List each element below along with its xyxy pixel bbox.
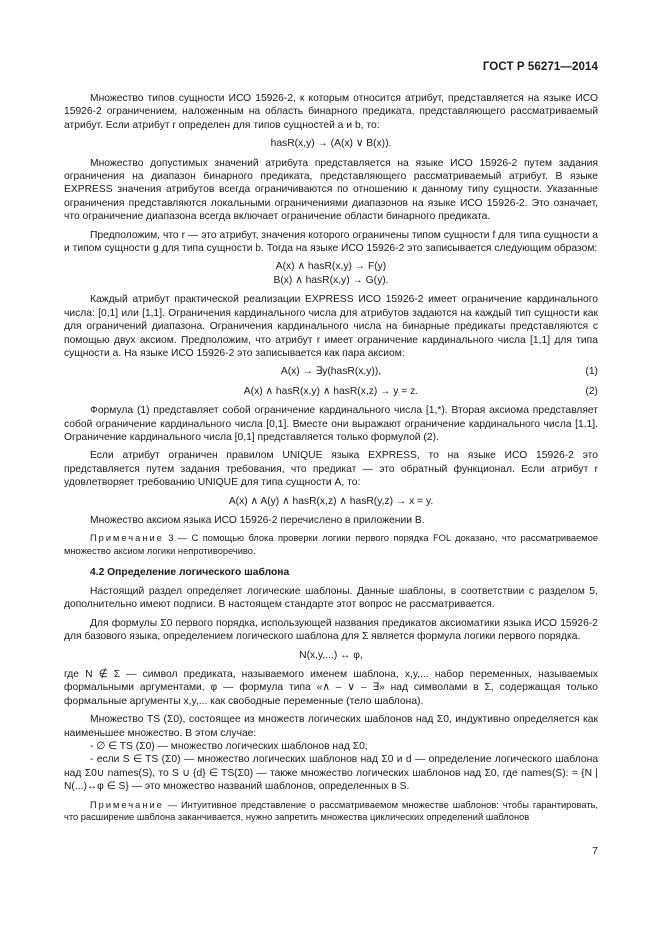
section-heading-4-2: 4.2 Определение логического шаблона (90, 566, 290, 578)
paragraph-where: где N ∉ Σ — символ предиката, называемого именем шаблона, x,y,... набор переменных, называемых формальными аргументами, φ — формула типа «∧ – ∨ – ∃» над символами в Σ, содержащая только формальные аргументы x,y,... как свободные переменные (тело шаблона). (64, 669, 598, 707)
list-item-empty-set: - ∅ ∈ TS (Σ0) — множество логических шаблонов над Σ0; (90, 741, 368, 753)
paragraph-assumption: Предположим, что r — это атрибут, значения которого ограничены типом сущности f для типа сущности a и типом сущности g для типа сущности b. Тогда на языке ИСО 15926-2 это записывается следующим образом: (64, 229, 598, 255)
paragraph-formula-explanation: Формула (1) представляет собой ограничение кардинального числа [1,*). Вторая аксиома представляет собой ограничение кардинального числа [0,1]. Вместе они выражают ограничение кардинального числа [1,1]. Ограничение кардинального числа [0,1] представляется только формулой (2). (64, 405, 598, 443)
formula-range-a: A(x) ∧ hasR(x,y) → F(y) (275, 261, 387, 273)
paragraph-templates-intro: Настоящий раздел определяет логические шаблоны. Данные шаблоны, в соответствии с разделом 5, дополнительно имеют подписи. В настоящем стандарте этот вопрос не рассматривается. (64, 585, 598, 611)
formula-range-b: B(x) ∧ hasR(x,y) → G(y). (273, 274, 389, 286)
note-intuitive (64, 799, 598, 824)
paragraph-axioms: Множество аксиом языка ИСО 15926-2 перечислено в приложении В. (90, 514, 425, 526)
formula-2: A(x) ∧ hasR(x,y) ∧ hasR(x,z) → y = z. (243, 385, 419, 397)
note-3-text: 3 — С помощью блока проверки логики первого порядка FOL доказано, что рассматриваемое множество аксиом логики непротиворечиво. (64, 533, 598, 556)
formula-template: N(x,y,...) ↔ φ, (299, 649, 363, 661)
paragraph-ts-set: Множество TS (Σ0), состоящее из множеств логических шаблонов над Σ0, индуктивно определяется как наименьшее множество. В этом случае: (64, 714, 598, 739)
formula-1-row (64, 365, 598, 378)
formula-2-row (64, 385, 598, 398)
paragraph-cardinality: Каждый атрибут практической реализации EXPRESS ИСО 15926-2 имеет ограничение кардинального числа: [0,1] или [1,1]. Ограничения кардинального числа для атрибутов задаются на каждый тип сущности как для ограничений диапазона. Ограничения кардинального числа на бинарные предикаты представляются с помощью двух аксиом. Предположим, что атрибут r имеет ограничение кардинального числа [1,1] для типа сущности a. На языке ИСО 15926-2 это записывается как пара аксиом: (64, 294, 598, 359)
formula-domain: hasR(x,y) → (A(x) ∨ B(x)). (270, 138, 392, 150)
paragraph-attribute-types: Множество типов сущности ИСО 15926-2, к которым относится атрибут, представляется на языке ИСО 15926-2 ограничением, наложенным на область бинарного предиката, представляющего рассматриваемый атрибут. Если атрибут r определен для типов сущностей a и b, то: (64, 93, 598, 131)
formula-1-number: (1) (585, 366, 598, 378)
list-item-inductive: - если S ∈ TS (Σ0) — множество логических шаблонов над Σ0 и d — определение логического шаблона над Σ0∪ names(S), то S ∪ {d} ∈ TS(Σ0) — также множество логических шаблонов над Σ0, где names(S): = {N | N(...)↔φ ∈ S} — это множество названий шаблонов, определенных в S. (64, 754, 598, 793)
formula-unique: A(x) ∧ A(y) ∧ hasR(x,z) ∧ hasR(y,z) → x = y. (228, 495, 434, 507)
paragraph-range: Множество допустимых значений атрибута представляется на языке ИСО 15926-2 путем задания ограничения на диапазон бинарного предиката, представляющего рассматриваемый атрибут. В языке EXPRESS значения атрибутов всегда ограничиваются по отношению к данному типу сущности. Указанные ограничения представляются локальными ограничениями диапазонов на языке ИСО 15926-2. Это означает, что ограничение диапазона всегда включает ограничение области бинарного предиката. (64, 157, 598, 223)
page-number: 7 (592, 845, 598, 857)
note-3 (64, 532, 598, 557)
note-intuitive-text: — Интуитивное представление о рассматриваемом множестве шаблонов: чтобы гарантировать, что расширение шаблона заканчивается, нужно запретить множества циклических определений шаблонов (64, 799, 599, 823)
formula-1: A(x) → ∃y(hasR(x,y)), (280, 366, 382, 378)
note-intuitive-label: Примечание (90, 799, 164, 810)
note-3-label: Примечание (90, 533, 164, 544)
formula-2-number: (2) (585, 385, 598, 397)
paragraph-unique: Если атрибут ограничен правилом UNIQUE языка EXPRESS, то на языке ИСО 15926-2 это представляется путем задания требования, что предикат — это обратный функционал. Если атрибут r удовлетворяет требованию UNIQUE для типа сущности A, то: (64, 450, 598, 489)
document-body (64, 92, 598, 829)
paragraph-template-definition: Для формулы Σ0 первого порядка, использующей названия предикатов аксиоматики языка ИСО 15926-2 для базового языка, определением логического шаблона для Σ является формула логики первого порядка. (64, 617, 598, 643)
document-header: ГОСТ Р 56271—2014 (482, 61, 598, 73)
